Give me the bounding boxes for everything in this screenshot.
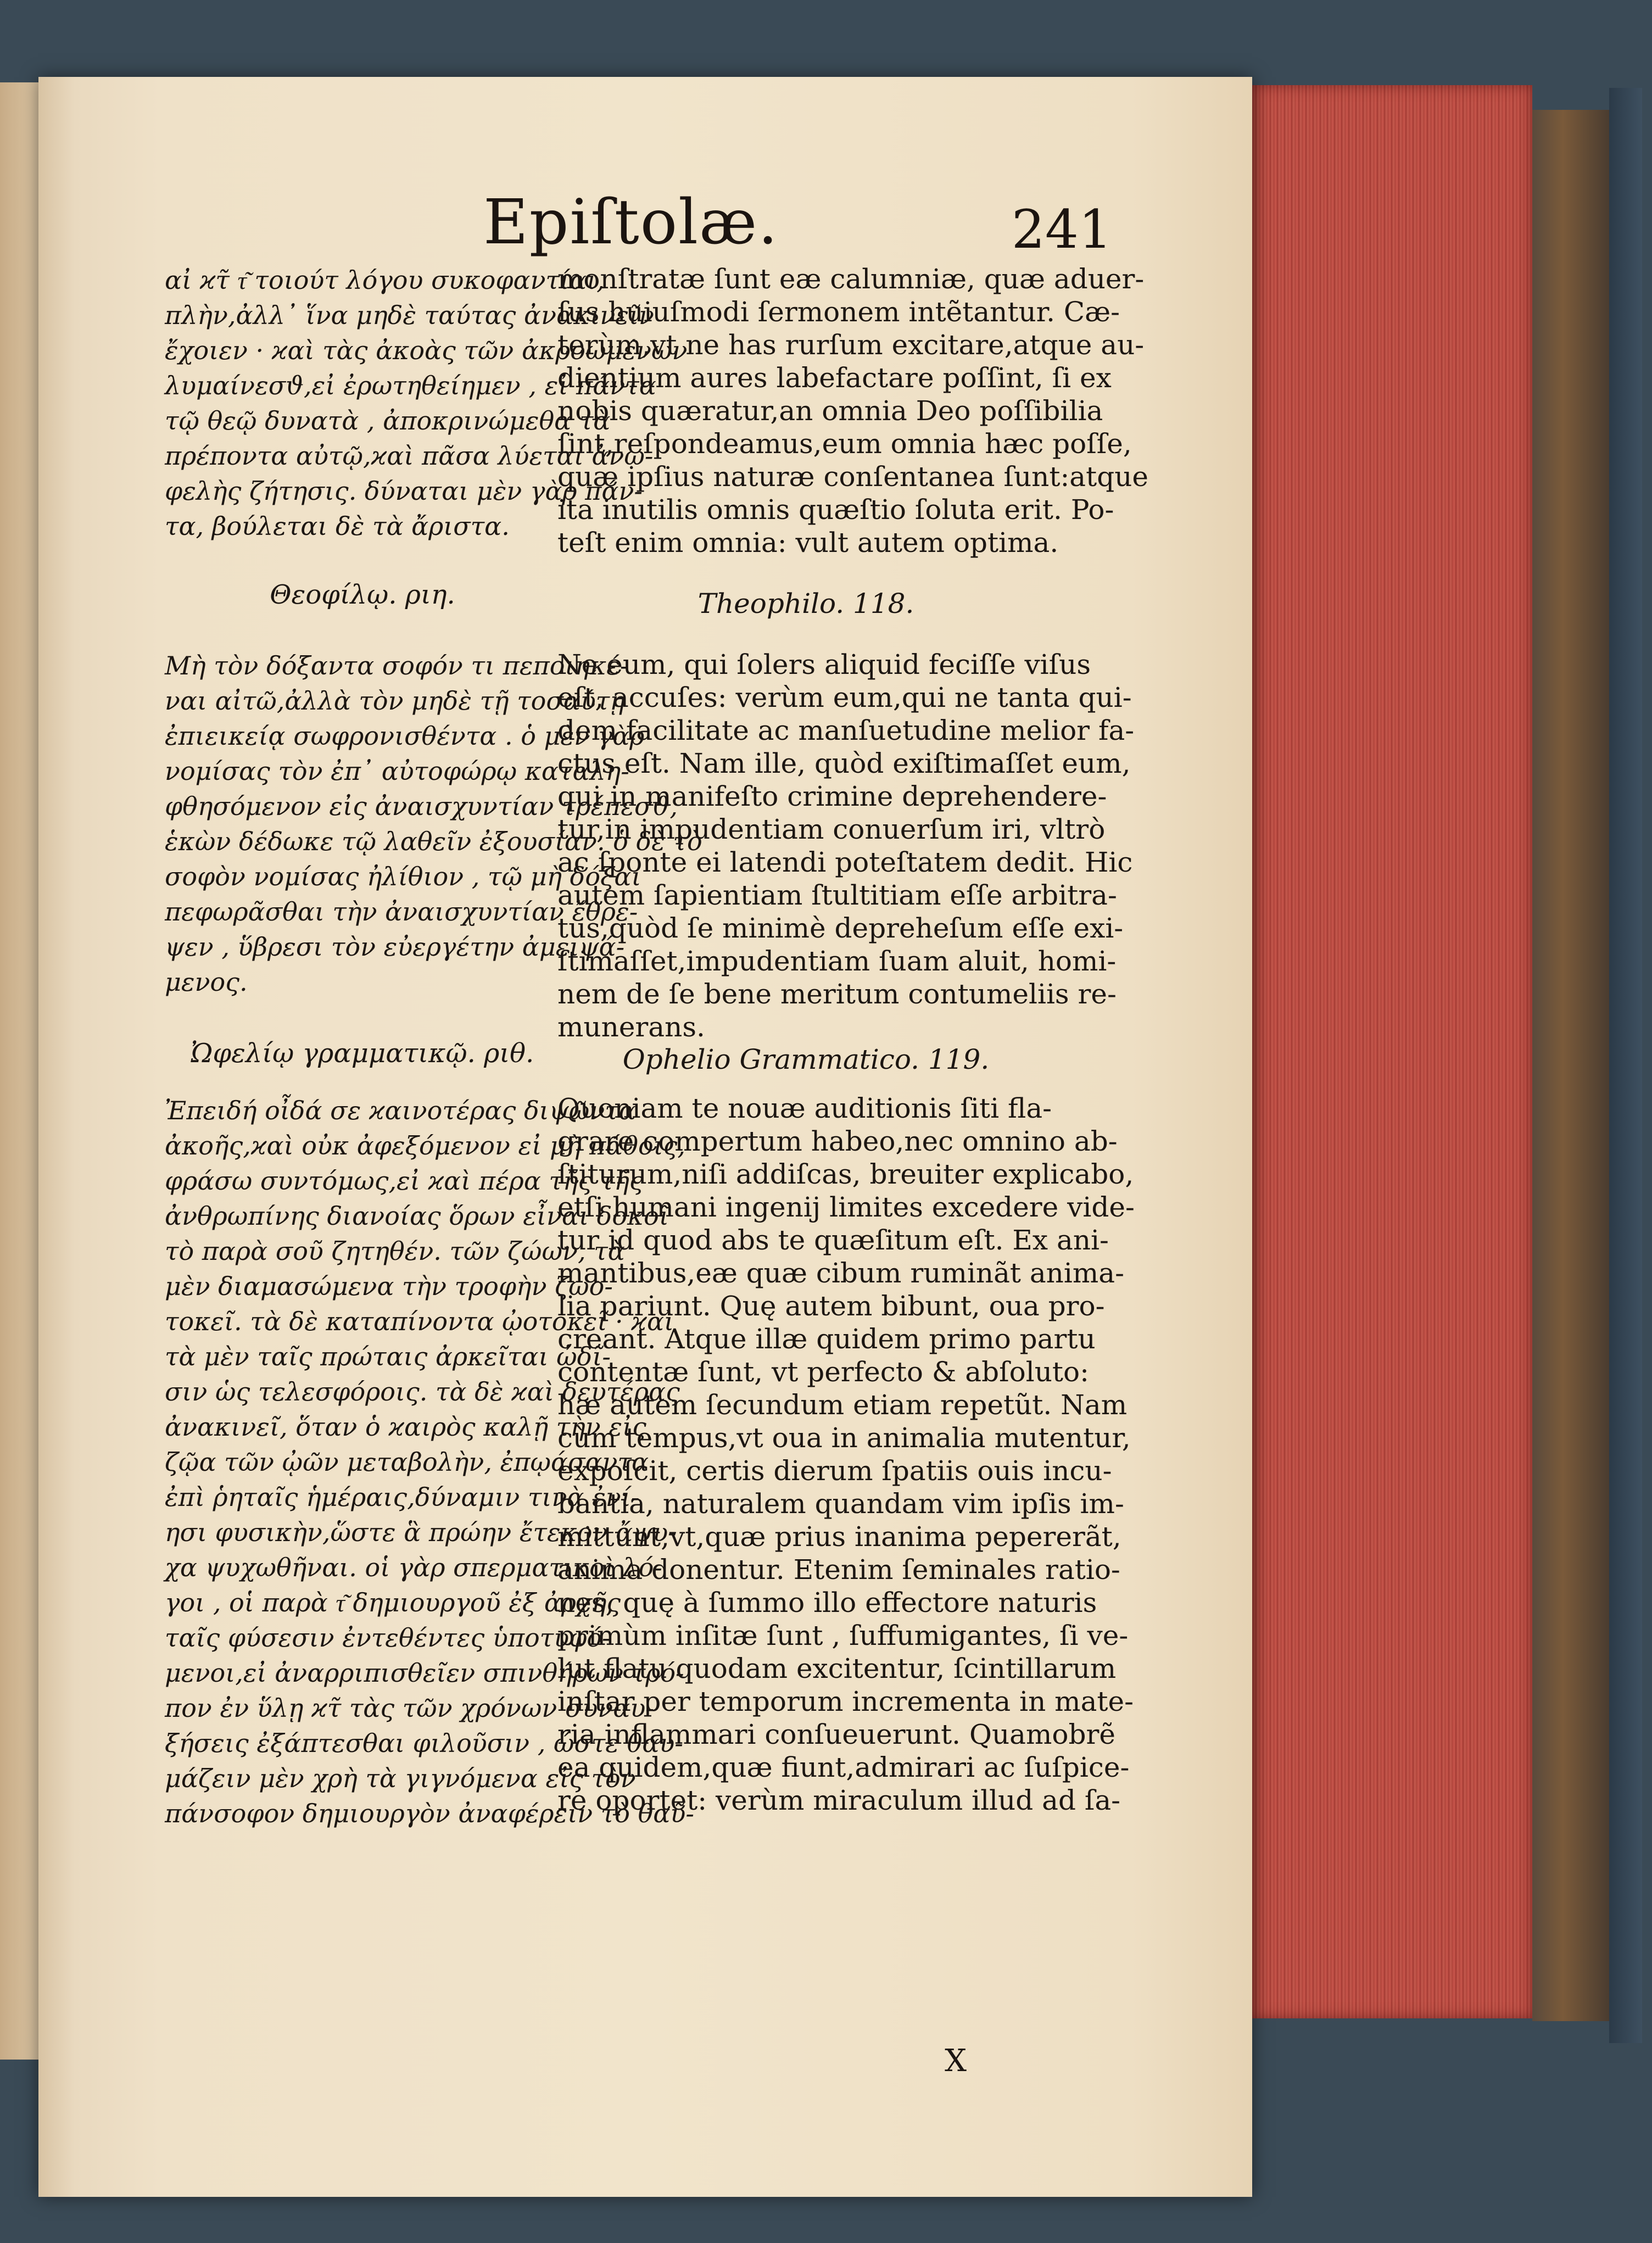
latin-line: quæ ipſius naturæ conſentanea ſunt:atque [557,461,1149,493]
latin-line: ctus eſt. Nam ille, quòd exiſtimaſſet eum, [557,747,1131,779]
latin-line: ſint,reſpondeamus,eum omnia hæc poſſe, [557,428,1132,460]
greek-line: μενος. [165,967,248,997]
latin-line: nobis quæratur,an omnia Deo poſſibilia [557,395,1103,427]
latin-line: etſi humani ingenij limites excedere vide- [557,1191,1135,1223]
latin-line: ria inflammari conſueuerunt. Quamobrẽ [557,1718,1115,1750]
latin-line: nem de ſe bene meritum contumeliis re- [557,978,1117,1010]
latin-heading-theophilo: Theophilo. 118. [697,588,914,620]
latin-line: dientium aures labefactare poſſint, ſi ex [557,362,1112,394]
latin-line: tur id quod abs te quæſitum eſt. Ex ani- [557,1224,1109,1256]
latin-line: ſtiturum,niſi addiſcas, breuiter explicabo, [557,1158,1134,1190]
greek-line: αἰ ϰτ̃ τ͂ τοιούτ λόγου συκοφαντίαι, [165,265,605,295]
greek-line: πον ἐν ὕλῃ ϰτ̃ τὰς τῶν χρόνων συναυ- [165,1693,654,1723]
latin-line: qui in manifeſto crimine deprehendere- [557,780,1107,812]
latin-line: munerans. [557,1011,705,1043]
greek-line: ταῖς φύσεσιν ἐντεθέντες ὑποτυφό- [165,1623,611,1653]
latin-paragraph-3 [557,1092,1135,1817]
latin-line: dem facilitate ac manſuetudine melior fa- [557,715,1135,746]
greek-heading-ophelio: Ὠφελίῳ γραμματικῷ. ριθ. [191,1038,534,1069]
greek-line: ἀνθρωπίνης διανοίας ὅρων εἶναι δοκοῖ [165,1201,669,1231]
greek-line: ξήσεις ἐξάπτεσθαι φιλοῦσιν , ὥστε θαυ- [165,1728,683,1758]
latin-line: nes, quę à ſummo illo effectore naturis [557,1587,1097,1619]
latin-line: inſtar per temporum incrementa in mate- [557,1686,1134,1717]
latin-line: monſtratæ ſunt eæ calumniæ, quæ aduer- [557,263,1145,295]
greek-line: χα ψυχωθῆναι. οἱ γὰρ σπερματικοὶ λό- [165,1553,662,1582]
latin-line: hæ autem ſecundum etiam repetũt. Nam [557,1389,1128,1421]
greek-line: ἐπὶ ῥηταῖς ἡμέραις,δύναμιν τινὰ ἐνί- [165,1482,640,1512]
greek-line: ησι φυσικὴν,ὥστε ἃ πρώην ἔτεκον ἄψυ- [165,1517,677,1547]
latin-line: re oportet: verùm miraculum illud ad ſa- [557,1784,1121,1816]
greek-line: τα, βούλεται δὲ τὰ ἄριστα. [165,511,510,541]
latin-line: grare compertum habeo,nec omnino ab- [557,1125,1118,1157]
latin-line: eſt, accuſes: verùm eum,qui ne tanta qui- [557,682,1132,713]
greek-line: ἐπιεικείᾳ σωφρονισθέντα . ὁ μὲν γὰρ [165,721,645,751]
signature-mark: X [945,2043,967,2079]
latin-line: ſtimaſſet,impudentiam ſuam aluit, homi- [557,945,1117,977]
latin-line: tus,quòd ſe minimè depreheſum eſſe exi- [557,912,1124,944]
greek-paragraph-3 [165,1093,694,1831]
greek-line: νομίσας τὸν ἐπ᾽ αὐτοφώρῳ καταλη- [165,756,629,786]
greek-line: πάνσοφον δημιουργὸν ἀναφέρειν τὸ θαῦ- [165,1799,694,1828]
greek-line: ἔχοιεν · ϰαὶ τὰς ἀκοὰς τῶν ἀκροωμένων [165,336,688,365]
greek-line: πρέποντα αὐτῷ,ϰαὶ πᾶσα λύεται ἀνω- [165,441,654,471]
latin-line: anima donentur. Etenim ſeminales ratio- [557,1554,1120,1586]
greek-line: μὲν διαμασώμενα τὴν τροφὴν ζωο- [165,1271,613,1301]
greek-line: φράσω συντόμως,εἰ ϰαὶ πέρα τῆς τῆς [165,1166,644,1196]
greek-line: ψεν , ὕβρεσι τὸν εὐεργέτην ἀμειψά- [165,932,625,962]
greek-line: μάζειν μὲν χρὴ τὰ γιγνόμενα εἰς τὸν [165,1764,636,1793]
greek-line: τὸ παρὰ σοῦ ζητηθέν. τῶν ζώων, τὰ [165,1236,625,1266]
latin-line: primùm inſitæ ſunt , ſuffumigantes, ſi ve- [557,1620,1129,1651]
latin-line: teſt enim omnia: vult autem optima. [557,527,1059,559]
latin-line: expoſcit, certis dierum ſpatiis ouis incu- [557,1455,1112,1487]
greek-line: τῷ θεῷ δυνατὰ , ἀποκρινώμεθα τὰ [165,406,611,436]
greek-line: ἑκὼν δέδωκε τῷ λαθεῖν ἐξουσίαν. ὁ δὲ τὸ [165,827,702,856]
page-number: 241 [1011,199,1112,260]
red-page-edges [1252,85,1532,2018]
latin-line: lia pariunt. Quę autem bibunt, oua pro- [557,1290,1105,1322]
greek-line: γοι , οἱ παρὰ τ͂ δημιουργοῦ ἐξ ἀρχῆς [165,1588,621,1617]
greek-line: Μὴ τὸν δόξαντα σοφόν τι πεποιηκέ- [165,651,629,680]
latin-line: contentæ ſunt, vt perfecto & abſoluto: [557,1356,1089,1388]
latin-line: tur,in impudentiam conuerſum iri, vltrò [557,813,1106,845]
greek-line: λυμαίνεσϑ,εἰ ἐρωτηθείημεν , εἰ πάντα [165,371,656,400]
latin-line: bantia, naturalem quandam vim ipſis im- [557,1488,1124,1520]
latin-heading-ophelio: Ophelio Grammatico. 119. [622,1044,990,1075]
latin-line: ſus huiuſmodi ſermonem intẽtantur. Cæ- [557,296,1120,328]
latin-line: lut flatu quodam excitentur, ſcintillarum [557,1653,1117,1684]
running-header-title: Epiſtolæ. [483,187,779,258]
greek-line: σοφὸν νομίσας ἠλίθιον , τῷ μὴ δόξαι [165,862,641,891]
greek-line: μενοι,εἰ ἀναρριπισθεῖεν σπινθήρων τρό- [165,1658,684,1688]
greek-line: πλὴν,ἀλλ᾽ ἵνα μηδὲ ταύτας ἀνακινεῖν [165,300,654,330]
greek-line: Ἐπειδή οἶδά σε ϰαινοτέρας διψῶντα [165,1096,636,1125]
greek-line: σιν ὡς τελεσφόροις. τὰ δὲ ϰαὶ δευτέρας [165,1377,680,1407]
greek-line: ἀνακινεῖ, ὅταν ὁ ϰαιρὸς καλῇ τὴν εἰς [165,1412,646,1442]
book-cover-spine [1609,88,1642,2043]
latin-line: terùm,vt ne has rurſum excitare,atque au- [557,329,1145,361]
greek-line: τὰ μὲν ταῖς πρώταις ἀρκεῖται ὠδῖ- [165,1342,611,1371]
latin-line: mittunt,vt,quæ prius inanima pepererãt, [557,1521,1121,1553]
latin-paragraph-2 [557,648,1135,1044]
latin-line: ea quidem,quæ fiunt,admirari ac ſuſpice- [557,1751,1130,1783]
greek-line: πεφωρᾶσθαι τὴν ἀναισχυντίαν ἔθρε- [165,897,638,927]
greek-line: ζῷα τῶν ᾠῶν μεταβολὴν, ἐπῳάσαντα [165,1447,649,1477]
latin-paragraph-1 [557,263,1149,559]
greek-line: ἀκοῆς,ϰαὶ οὐκ ἀφεξόμενον εἰ μὴ πάθοις, [165,1131,686,1160]
latin-line: cùm tempus,vt oua in animalia mutentur, [557,1422,1131,1454]
greek-heading-theophilo: Θεοφίλῳ. ριη. [270,579,455,610]
latin-line: autem ſapientiam ſtultitiam eſſe arbitra- [557,879,1117,911]
greek-line: φελὴς ζήτησις. δύναται μὲν γὰρ πάν- [165,476,643,506]
latin-line: Ne eum, qui ſolers aliquid feciſſe viſus [557,649,1091,680]
latin-line: Quoniam te nouæ auditionis ſiti fla- [557,1092,1052,1124]
greek-line: ναι αἰτῶ,ἀλλὰ τὸν μηδὲ τῇ τοσαύτῃ [165,686,625,716]
latin-line: creant. Atque illæ quidem primo partu [557,1323,1096,1355]
greek-paragraph-1 [165,263,688,544]
latin-line: mantibus,eæ quæ cibum ruminãt anima- [557,1257,1124,1289]
latin-line: ac ſponte ei latendi poteſtatem dedit. Hic [557,846,1133,878]
latin-line: ita inutilis omnis quæſtio ſoluta erit. Po- [557,494,1114,526]
greek-line: φθησόμενον εἰς ἀναισχυντίαν τρέπεσϑ, [165,791,678,821]
left-page-edge [0,82,38,2060]
book-cover-marbled [1532,110,1609,2021]
greek-paragraph-2 [165,648,702,1000]
greek-line: τοκεῖ. τὰ δὲ καταπίνοντα ᾠοτοκεῖ · ϰαὶ [165,1307,674,1336]
